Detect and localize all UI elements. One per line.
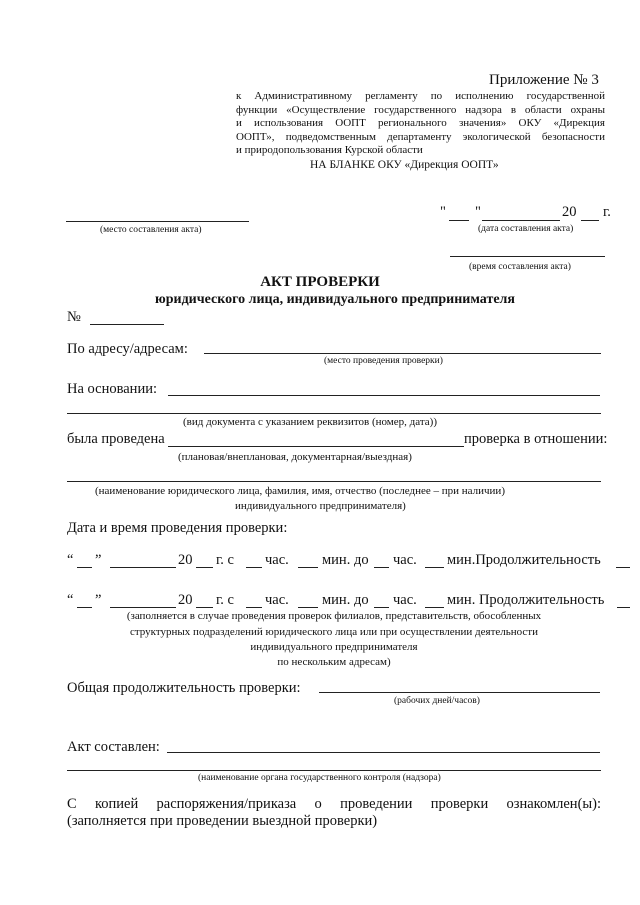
- row1-duration-line: [616, 567, 630, 568]
- place-line: [66, 221, 249, 222]
- basis-label: На основании:: [67, 381, 157, 397]
- time-caption: (время составления акта): [469, 262, 571, 272]
- header-line-3: и использования ООПТ регионального значения» ОКУ «Дирекция: [236, 117, 605, 129]
- row1-year-prefix: 20: [178, 552, 193, 568]
- total-line: [319, 692, 600, 693]
- conducted-label: была проведена: [67, 431, 165, 447]
- row2-from-label: г. с: [216, 592, 234, 608]
- row2-to-label: мин. до: [322, 592, 369, 608]
- document-title: АКТ ПРОВЕРКИ: [260, 274, 380, 290]
- document-subtitle: юридического лица, индивидуального предпринимателя: [155, 292, 515, 307]
- row1-min2-line: [425, 567, 444, 568]
- row1-duration-label: мин.Продолжительность: [447, 552, 601, 568]
- header-line-1: к Административному регламенту по исполнению государственной: [236, 90, 605, 102]
- letterhead-note: НА БЛАНКЕ ОКУ «Дирекция ООПТ»: [310, 159, 499, 171]
- row1-hour2-label: час.: [393, 552, 417, 568]
- date-month-line: [482, 220, 560, 221]
- row1-day-line: [77, 567, 92, 568]
- multi-note-4: по нескольким адресам): [277, 656, 391, 668]
- multi-note-2: структурных подразделений юридического лица или при осуществлении деятельности: [129, 626, 538, 638]
- row2-day-line: [77, 607, 92, 608]
- basis-line-1: [168, 395, 600, 396]
- entity-line: [67, 481, 601, 482]
- compiled-caption: (наименование органа государственного контроля (надзора): [198, 773, 441, 783]
- multi-note-3: индивидуального предпринимателя: [250, 641, 418, 653]
- header-line-4: ООПТ», подведомственным департаменту экологической безопасности: [236, 130, 605, 143]
- row2-min2-line: [425, 607, 444, 608]
- date-caption: (дата составления акта): [478, 224, 574, 234]
- compiled-line-2: [67, 770, 601, 771]
- place-caption: (место составления акта): [100, 225, 202, 235]
- row2-year-prefix: 20: [178, 592, 193, 608]
- row1-year-line: [196, 567, 213, 568]
- date-day-line: [449, 220, 469, 221]
- header-line-5: и природопользования Курской области: [236, 144, 423, 156]
- entity-caption-2: индивидуального предпринимателя): [235, 500, 406, 512]
- row2-quote-close: ”: [95, 592, 102, 608]
- basis-caption: (вид документа с указанием реквизитов (номер, дата)): [183, 416, 437, 428]
- row2-month-line: [110, 607, 176, 608]
- row2-quote-open: “: [67, 592, 74, 608]
- entity-caption-1: (наименование юридического лица, фамилия, имя, отчество (последнее – при наличии): [95, 485, 505, 497]
- total-caption: (рабочих дней/часов): [394, 696, 480, 706]
- multi-note-1: (заполняется в случае проведения проверок филиалов, представительств, обособленных: [126, 610, 542, 622]
- row1-hour-label: час.: [265, 552, 289, 568]
- row2-hour2-label: час.: [393, 592, 417, 608]
- row2-year-line: [196, 607, 213, 608]
- row1-quote-close: ”: [95, 552, 102, 568]
- row2-hour2-line: [374, 607, 389, 608]
- basis-line-2: [67, 413, 601, 414]
- conducted-right-label: проверка в отношении:: [464, 431, 608, 447]
- compiled-line-1: [167, 752, 600, 753]
- row2-hour-line: [246, 607, 262, 608]
- date-year-suffix: г.: [603, 204, 611, 220]
- row1-from-label: г. с: [216, 552, 234, 568]
- number-line: [90, 324, 164, 325]
- total-label: Общая продолжительность проверки:: [67, 680, 301, 696]
- conducted-caption: (плановая/внеплановая, документарная/выездная): [178, 451, 412, 463]
- number-label: №: [67, 309, 81, 325]
- row1-to-label: мин. до: [322, 552, 369, 568]
- row1-hour2-line: [374, 567, 389, 568]
- row1-min-line: [298, 567, 318, 568]
- date-year-prefix: 20: [562, 204, 577, 220]
- date-quote-open: ": [440, 204, 446, 220]
- copy-line-1: С копией распоряжения/приказа о проведении проверки ознакомлен(ы):: [67, 796, 601, 812]
- copy-line-2: (заполняется при проведении выездной проверки): [67, 813, 378, 829]
- address-caption: (место проведения проверки): [324, 356, 443, 366]
- row1-month-line: [110, 567, 176, 568]
- row1-hour-line: [246, 567, 262, 568]
- time-line: [450, 256, 605, 257]
- date-year-line: [581, 220, 599, 221]
- header-line-2: функции «Осуществление государственного надзора в области охраны: [236, 103, 605, 116]
- conducted-line: [168, 446, 464, 447]
- address-line: [204, 353, 601, 354]
- row2-duration-line: [617, 607, 630, 608]
- row2-min-line: [298, 607, 318, 608]
- row1-quote-open: “: [67, 552, 74, 568]
- datetime-label: Дата и время проведения проверки:: [67, 520, 288, 536]
- address-label: По адресу/адресам:: [67, 341, 188, 357]
- row2-hour-label: час.: [265, 592, 289, 608]
- row2-duration-label: мин. Продолжительность: [447, 592, 605, 608]
- compiled-label: Акт составлен:: [67, 739, 160, 755]
- date-quote-close: ": [475, 204, 481, 220]
- appendix-title: Приложение № 3: [489, 72, 599, 88]
